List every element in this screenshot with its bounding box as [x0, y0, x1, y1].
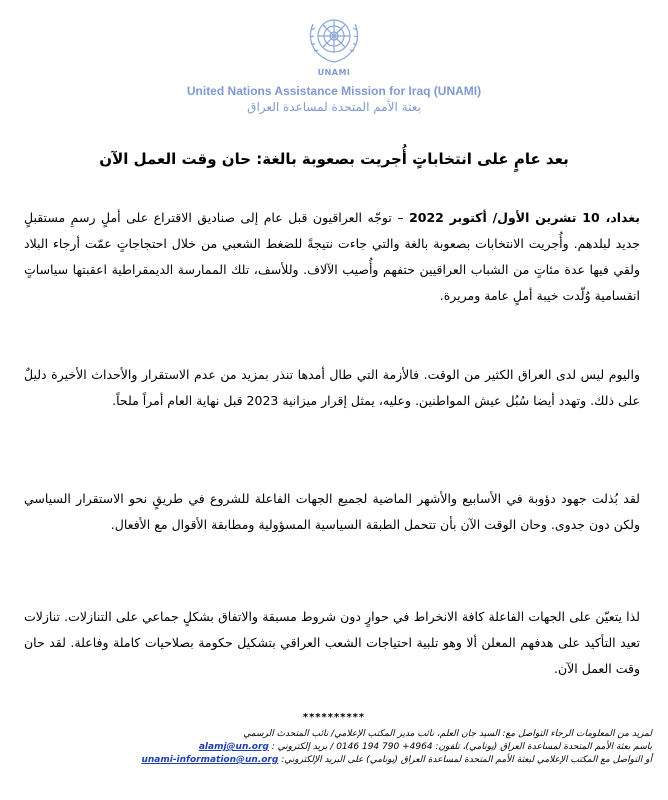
- contact-line-2: [16, 741, 652, 754]
- contact-line-3-text: أو التواصل مع المكتب الإعلامي لبعثة الأمم المتحدة لمساعدة العراق (يونامي) على البريد الإلكتروني:: [281, 755, 652, 765]
- email-link-unami-information[interactable]: unami-information@un.org: [141, 755, 279, 765]
- contact-line-1: لمزيد من المعلومات الرجاء التواصل مع: السيد جان العلم، نائب مدير المكتب الإعلامي/ نائب المتحدث الرسمي: [243, 729, 652, 739]
- logo-wordmark: UNAMI: [317, 68, 351, 77]
- paragraph-4: لذا يتعيّن على الجهات الفاعلة كافة الانخراط في حوارٍ دون شروط مسبقة والاتفاق بشكلٍ جماعي على التنازلات. تنازلات تعيد التأكيد على هدفهم المعلن ألا وهو تلبية احتياجات الشعب العراقي بتشكيل حكومة بصلاحيات كاملة وفاعلة. لقد حان وقت العمل الآن.: [24, 609, 640, 676]
- contact-line-3: [16, 754, 652, 767]
- email-link-alamj[interactable]: alamj@un.org: [198, 742, 269, 752]
- mission-name-arabic: بعثة الأمم المتحدة لمساعدة العراق: [247, 100, 421, 114]
- paragraph-1: [24, 205, 640, 309]
- mission-name-english: United Nations Assistance Mission for Iraq (UNAMI): [186, 84, 482, 98]
- paragraph-2: واليوم ليس لدى العراق الكثير من الوقت. فالأزمة التي طال أمدها تنذر بمزيد من عدم الاستقرار والأحداث الأخيرة دليلٌ على ذلك. وتهدد أيضا سُبُل عيش المواطنين. وعليه، يمثل إقرار ميزانية 2023 قبل نهاية العام أمراً ملحاً.: [24, 367, 640, 408]
- dateline: بغداد، 10 تشرين الأول/ أكتوبر 2022: [409, 210, 640, 225]
- page-title: بعد عامٍ على انتخاباتٍ أُجريت بصعوبة بالغة: حان وقت العمل الآن: [99, 150, 569, 168]
- header: [0, 10, 668, 66]
- contact-line-2-text: باسم بعثة الأمم المتحدة لمساعدة العراق (يونامي)، تلفون: 4964+ 790 194 0146 / بريد إلكتروني :: [271, 742, 652, 752]
- paragraph-1-body: – توجّه العراقيون قبل عام إلى صناديق الاقتراع على أملٍ رسمِ مستقبلٍ جديد لبلدهم. وأُجريت الانتخابات بصعوبة بالغة والتي جاءت نتيجةً للضغط الشعبي من خلال احتجاجاتٍ عمّت أرجاء البلاد ولقي فيها عدة مئاتٍ من الشباب العراقيين حتفهم وأُصيب الآلاف. وللأسف، تلك الممارسة الديمقراطية اعقبتها سياساتٍ انقسامية وُلّدت خيبة أملٍ عامة ومريرة.: [24, 210, 640, 303]
- separator: **********: [302, 712, 366, 723]
- paragraph-3: لقد بُذلت جهود دؤوبة في الأسابيع والأشهر الماضية لجميع الجهات الفاعلة للشروع في طريقٍ نحو الاستقرار السياسي ولكن دون جدوى. وحان الوقت الآن بأن تتحمل الطبقة السياسية المسؤولية ومطابقة الأقوال مع الأفعال.: [24, 491, 640, 532]
- un-emblem-icon: [303, 10, 365, 66]
